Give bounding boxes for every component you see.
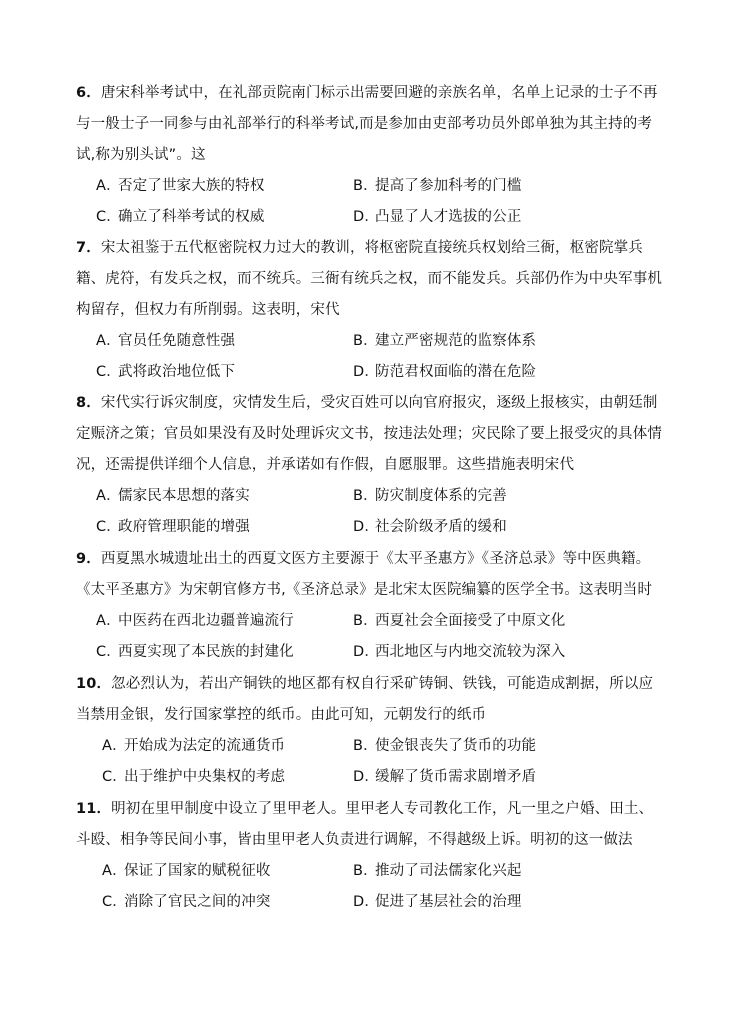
option-d[interactable] — [353, 357, 536, 388]
question-11 — [76, 794, 666, 918]
option-d[interactable] — [353, 202, 522, 233]
question-stem — [76, 233, 666, 326]
option-label: B． — [353, 488, 378, 504]
option-label: A． — [96, 613, 121, 629]
option-label: C． — [96, 644, 121, 660]
option-b[interactable] — [353, 326, 536, 357]
option-text: 建立严密规范的监察体系 — [375, 333, 537, 349]
option-label: B． — [353, 613, 378, 629]
option-label: D． — [353, 769, 379, 785]
option-label: A． — [102, 738, 127, 754]
option-label: A． — [102, 863, 127, 879]
option-label: D． — [353, 894, 379, 910]
option-text: 消除了官民之间的冲突 — [124, 894, 271, 910]
option-text: 开始成为法定的流通货币 — [124, 738, 286, 754]
option-text: 社会阶级矛盾的缓和 — [375, 519, 507, 535]
option-label: D． — [353, 519, 379, 535]
question-text: 宋代实行诉灾制度，灾情发生后，受灾百姓可以向官府报灾，逐级上报核实，由朝廷制定赈济之策；官员如果没有及时处理诉灾文书，按违法处理；灾民除了要上报受灾的具体情况，还需提供详细个人信息，并承诺如有作假，自愿服罪。这些措施表明宋代 — [76, 395, 662, 473]
option-label: C． — [96, 519, 121, 535]
question-9 — [76, 544, 666, 668]
question-number: 7． — [76, 240, 101, 256]
option-text: 提高了参加科考的门槛 — [375, 178, 522, 194]
question-text: 唐宋科举考试中，在礼部贡院南门标示出需要回避的亲族名单，名单上记录的士子不再与一般士子一同参与由礼部举行的科举考试,而是参加由吏部考功员外郎单独为其主持的考试,称为别头试”。这 — [76, 85, 658, 163]
option-b[interactable] — [353, 171, 522, 202]
option-c[interactable] — [102, 887, 271, 918]
option-text: 使金银丧失了货币的功能 — [375, 738, 537, 754]
option-text: 凸显了人才选拔的公正 — [375, 209, 522, 225]
question-number: 8． — [76, 395, 101, 411]
option-text: 防范君权面临的潜在危险 — [375, 364, 537, 380]
question-stem — [76, 669, 666, 731]
option-label: C． — [96, 364, 121, 380]
options-row — [76, 887, 666, 918]
option-a[interactable] — [96, 606, 294, 637]
options-row — [76, 606, 666, 637]
options-row — [76, 856, 666, 887]
option-c[interactable] — [96, 637, 294, 668]
option-text: 否定了世家大族的特权 — [118, 178, 265, 194]
option-label: B． — [353, 738, 378, 754]
option-a[interactable] — [102, 856, 271, 887]
options-row — [76, 326, 666, 357]
options-row — [76, 731, 666, 762]
option-d[interactable] — [353, 887, 522, 918]
options-row — [76, 481, 666, 512]
option-a[interactable] — [96, 171, 265, 202]
options-row — [76, 512, 666, 543]
question-text: 明初在里甲制度中设立了里甲老人。里甲老人专司教化工作，凡一里之户婚、田土、斗殴、相争等民间小事，皆由里甲老人负责进行调解，不得越级上诉。明初的这一做法 — [76, 801, 654, 848]
option-text: 官员任免随意性强 — [118, 333, 236, 349]
option-c[interactable] — [96, 202, 265, 233]
question-text: 忽必烈认为，若出产铜铁的地区都有权自行采矿铸铜、铁钱，可能造成割据，所以应当禁用金银，发行国家掌控的纸币。由此可知，元朝发行的纸币 — [76, 676, 654, 723]
question-text: 宋太祖鉴于五代枢密院权力过大的教训，将枢密院直接统兵权划给三衙，枢密院掌兵籍、虎符，有发兵之权，而不统兵。三衙有统兵之权，而不能发兵。兵部仍作为中央军事机构留存，但权力有所削弱。这表明，宋代 — [76, 240, 662, 318]
option-label: D． — [353, 209, 379, 225]
question-number: 9． — [76, 551, 101, 567]
option-c[interactable] — [96, 512, 250, 543]
option-text: 西夏社会全面接受了中原文化 — [375, 613, 566, 629]
option-a[interactable] — [96, 326, 235, 357]
option-text: 儒家民本思想的落实 — [118, 488, 250, 504]
option-text: 西夏实现了本民族的封建化 — [118, 644, 294, 660]
option-text: 防灾制度体系的完善 — [375, 488, 507, 504]
option-label: B． — [353, 863, 378, 879]
option-d[interactable] — [353, 637, 565, 668]
question-6 — [76, 78, 666, 233]
option-b[interactable] — [353, 481, 507, 512]
question-stem — [76, 544, 666, 606]
question-stem — [76, 78, 666, 171]
option-text: 推动了司法儒家化兴起 — [375, 863, 522, 879]
option-text: 武将政治地位低下 — [118, 364, 236, 380]
option-d[interactable] — [353, 762, 536, 793]
option-text: 政府管理职能的增强 — [118, 519, 250, 535]
option-text: 保证了国家的赋税征收 — [124, 863, 271, 879]
option-text: 西北地区与内地交流较为深入 — [375, 644, 566, 660]
option-label: A． — [96, 488, 121, 504]
option-label: A． — [96, 178, 121, 194]
option-b[interactable] — [353, 731, 536, 762]
question-number: 10． — [76, 676, 112, 692]
option-text: 出于维护中央集权的考虑 — [124, 769, 286, 785]
option-label: C． — [96, 209, 121, 225]
options-row — [76, 171, 666, 202]
question-text: 西夏黑水城遗址出土的西夏文医方主要源于《太平圣惠方》《圣济总录》等中医典籍。《太平圣惠方》为宋朝官修方书,《圣济总录》是北宋太医院编纂的医学全书。这表明当时 — [76, 551, 653, 598]
options-row — [76, 637, 666, 668]
option-text: 缓解了货币需求剧增矛盾 — [375, 769, 537, 785]
option-text: 促进了基层社会的治理 — [375, 894, 522, 910]
option-label: A． — [96, 333, 121, 349]
option-a[interactable] — [102, 731, 285, 762]
option-c[interactable] — [102, 762, 285, 793]
question-stem — [76, 794, 666, 856]
option-a[interactable] — [96, 481, 250, 512]
option-b[interactable] — [353, 606, 565, 637]
question-number: 11． — [76, 801, 112, 817]
option-label: C． — [102, 769, 127, 785]
question-10 — [76, 669, 666, 793]
question-8 — [76, 388, 666, 543]
option-d[interactable] — [353, 512, 507, 543]
option-label: B． — [353, 178, 378, 194]
options-row — [76, 202, 666, 233]
option-c[interactable] — [96, 357, 235, 388]
question-number: 6． — [76, 85, 101, 101]
question-7 — [76, 233, 666, 388]
question-stem — [76, 388, 666, 481]
option-label: D． — [353, 644, 379, 660]
option-label: B． — [353, 333, 378, 349]
option-label: D． — [353, 364, 379, 380]
option-b[interactable] — [353, 856, 522, 887]
option-label: C． — [102, 894, 127, 910]
options-row — [76, 357, 666, 388]
options-row — [76, 762, 666, 793]
option-text: 中医药在西北边疆普遍流行 — [118, 613, 294, 629]
option-text: 确立了科举考试的权威 — [118, 209, 265, 225]
